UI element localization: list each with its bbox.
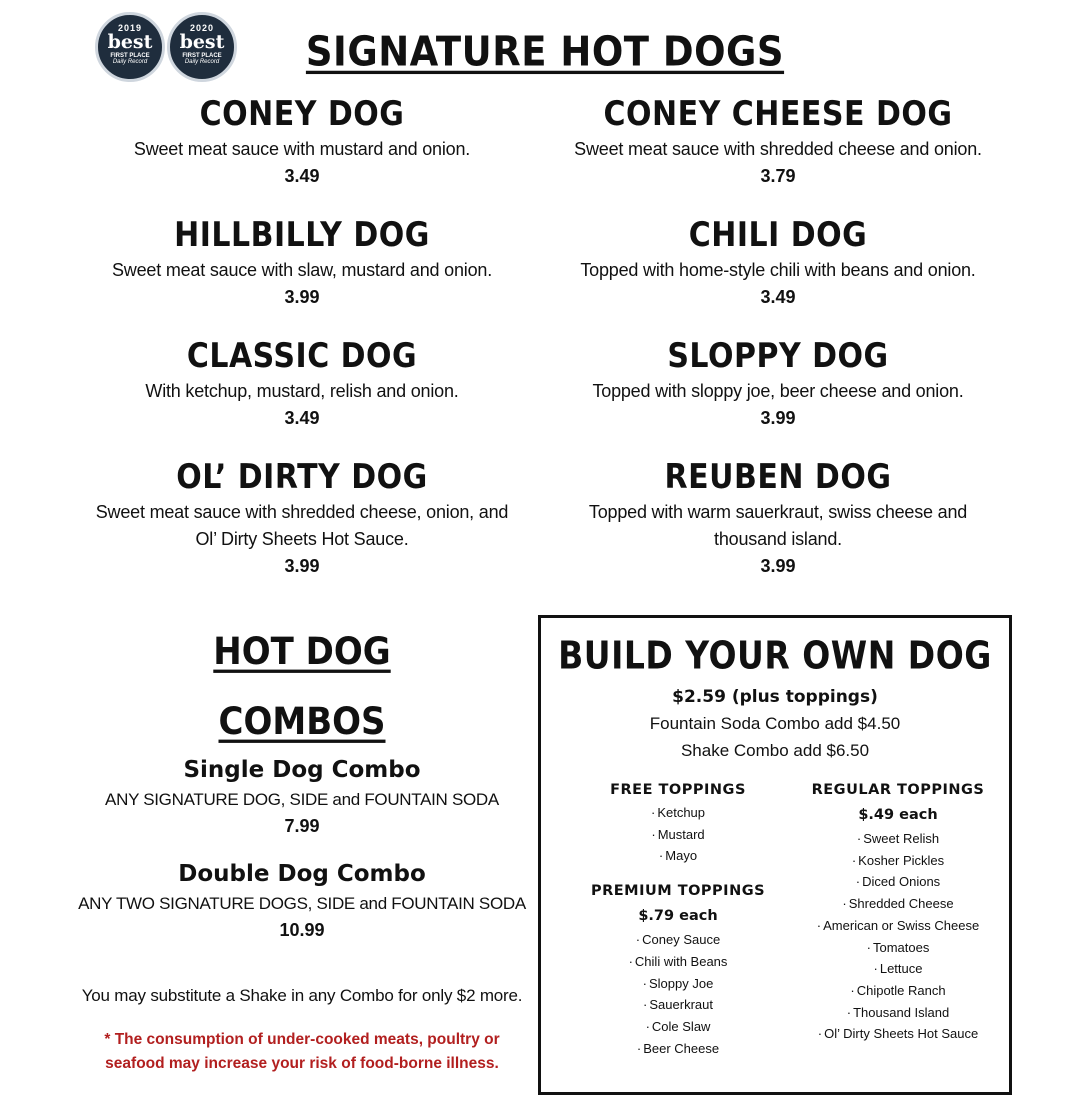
topping: · Mustard	[563, 824, 793, 846]
combo-desc: ANY TWO SIGNATURE DOGS, SIDE and FOUNTAIN SODA	[78, 894, 526, 913]
menu-item	[32, 94, 572, 215]
menu-item	[508, 215, 1048, 336]
premium-toppings-list	[563, 929, 793, 1059]
topping: · Sauerkraut	[563, 994, 793, 1016]
build-price: $2.59 (plus toppings)	[672, 687, 878, 707]
regular-toppings-price: $.49 each	[858, 807, 938, 823]
topping: · Mayo	[563, 845, 793, 867]
item-name: CONEY CHEESE DOG	[603, 94, 953, 135]
item-name: HILLBILLY DOG	[174, 215, 430, 256]
topping: · Thousand Island	[783, 1002, 1013, 1024]
item-desc: Sweet meat sauce with mustard and onion.	[133, 139, 471, 159]
combo-name: Single Dog Combo	[183, 757, 421, 783]
right-column	[508, 94, 1048, 607]
menu-item	[508, 94, 1048, 215]
item-name: OL’ DIRTY DOG	[176, 457, 428, 498]
item-price: 3.99	[760, 408, 796, 428]
topping: · Ol’ Dirty Sheets Hot Sauce	[783, 1023, 1013, 1045]
item-price: 3.49	[284, 166, 320, 186]
topping: · Shredded Cheese	[783, 893, 1013, 915]
item-desc: Sweet meat sauce with shredded cheese, onion, and	[95, 502, 509, 522]
toppings-columns	[541, 778, 1009, 1098]
premium-toppings-heading: PREMIUM TOPPINGS	[590, 883, 766, 900]
combo-price: 7.99	[284, 816, 320, 836]
item-desc: Sweet meat sauce with shredded cheese and onion.	[574, 139, 982, 159]
combos-section	[42, 628, 562, 962]
item-name: CHILI DOG	[688, 215, 868, 256]
topping: · Chipotle Ranch	[783, 980, 1013, 1002]
left-column	[32, 94, 572, 607]
item-desc: Topped with home-style chili with beans and onion.	[580, 260, 976, 280]
shake-substitute-note: You may substitute a Shake in any Combo for only $2 more.	[81, 986, 523, 1005]
menu-item	[508, 336, 1048, 457]
combo-price: 10.99	[279, 920, 325, 940]
regular-toppings-heading: REGULAR TOPPINGS	[811, 782, 985, 798]
item-price: 3.49	[284, 408, 320, 428]
menu-item	[32, 215, 572, 336]
toppings-left	[563, 778, 793, 1059]
item-price: 3.99	[760, 556, 796, 576]
combo-desc: ANY SIGNATURE DOG, SIDE and FOUNTAIN SODA	[105, 790, 499, 809]
item-name: CLASSIC DOG	[186, 336, 418, 377]
badge-word: best	[107, 31, 153, 53]
topping: · Tomatoes	[783, 937, 1013, 959]
item-desc: Ol’ Dirty Sheets Hot Sauce.	[195, 529, 409, 549]
badge-year: 2020	[189, 23, 215, 33]
combo-name: Double Dog Combo	[178, 861, 426, 887]
item-desc: Topped with sloppy joe, beer cheese and onion.	[592, 381, 964, 401]
menu-item	[32, 336, 572, 457]
regular-toppings-list	[783, 828, 1013, 1045]
topping: · Lettuce	[783, 958, 1013, 980]
shake-combo-price: Shake Combo add $6.50	[680, 741, 870, 760]
combos-heading: HOT DOG	[213, 630, 391, 674]
combos-heading: COMBOS	[218, 700, 386, 744]
warning-line: * The consumption of under-cooked meats, poultry or	[104, 1031, 500, 1048]
badge-word: best	[179, 31, 225, 53]
topping: · Beer Cheese	[563, 1038, 793, 1060]
topping: · Kosher Pickles	[783, 850, 1013, 872]
item-price: 3.49	[760, 287, 796, 307]
warning-line: seafood may increase your risk of food-borne illness.	[105, 1055, 499, 1072]
badge-rank: FIRST PLACE	[182, 53, 222, 59]
item-name: CONEY DOG	[199, 94, 405, 135]
topping: · Chili with Beans	[563, 951, 793, 973]
item-desc: Sweet meat sauce with slaw, mustard and onion.	[111, 260, 492, 280]
build-your-own-box	[538, 615, 1012, 1095]
free-toppings-heading: FREE TOPPINGS	[610, 782, 746, 798]
item-desc: Topped with warm sauerkraut, swiss cheese and	[588, 502, 968, 522]
topping: · Coney Sauce	[563, 929, 793, 951]
item-price: 3.99	[284, 287, 320, 307]
topping: · Sloppy Joe	[563, 973, 793, 995]
menu-title: SIGNATURE HOT DOGS	[305, 27, 785, 76]
item-price: 3.99	[284, 556, 320, 576]
badge-rank: FIRST PLACE	[110, 53, 150, 59]
item-price: 3.79	[760, 166, 796, 186]
build-title: BUILD YOUR OWN DOG	[558, 633, 992, 678]
item-desc: With ketchup, mustard, relish and onion.	[145, 381, 459, 401]
badge-year: 2019	[117, 23, 143, 33]
topping: · Sweet Relish	[783, 828, 1013, 850]
menu-item	[508, 457, 1048, 607]
item-name: SLOPPY DOG	[667, 336, 889, 377]
topping: · Cole Slaw	[563, 1016, 793, 1038]
badge-source: Daily Record	[112, 59, 148, 65]
topping: · Diced Onions	[783, 871, 1013, 893]
topping: · American or Swiss Cheese	[783, 915, 1013, 937]
toppings-right	[783, 778, 1013, 1045]
item-desc: thousand island.	[714, 529, 842, 549]
premium-toppings-price: $.79 each	[638, 908, 718, 925]
item-name: REUBEN DOG	[664, 457, 892, 498]
free-toppings-list	[563, 802, 793, 867]
health-warning	[42, 1028, 562, 1076]
menu-item	[32, 457, 572, 607]
badge-source: Daily Record	[184, 59, 220, 65]
soda-combo-price: Fountain Soda Combo add $4.50	[649, 714, 901, 733]
topping: · Ketchup	[563, 802, 793, 824]
